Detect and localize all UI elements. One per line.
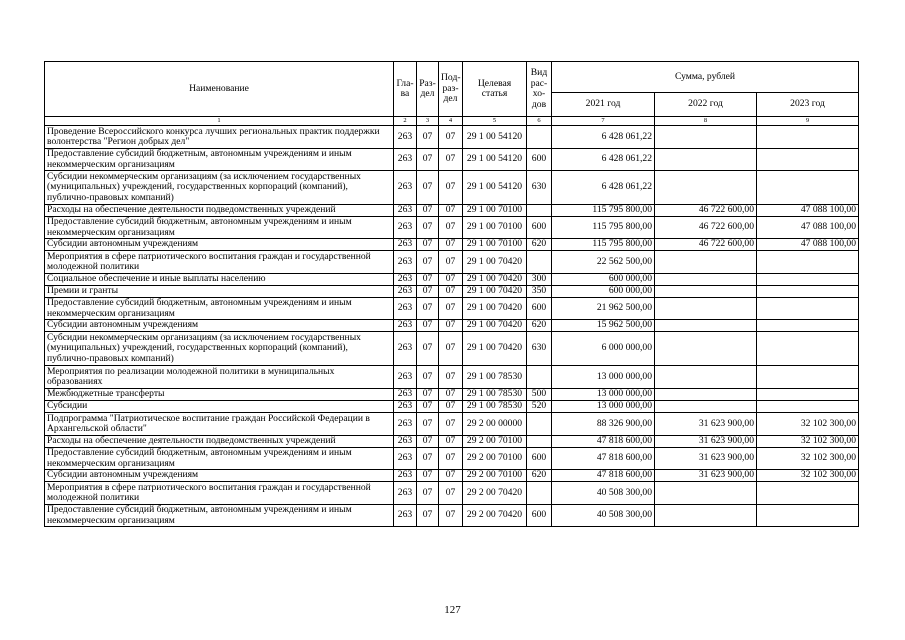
table-row (45, 251, 859, 274)
row-razdel: 07 (417, 389, 439, 401)
row-name: Субсидии автономным учреждениям (45, 470, 394, 482)
row-tselevaya: 29 1 00 78530 (463, 366, 527, 389)
row-sum-2023: 32 102 300,00 (757, 470, 859, 482)
row-podrazdel: 07 (439, 505, 463, 527)
row-vid: 300 (527, 274, 552, 286)
row-sum-2022 (655, 389, 757, 401)
row-tselevaya: 29 2 00 00000 (463, 413, 527, 436)
row-razdel: 07 (417, 332, 439, 366)
row-sum-2022 (655, 332, 757, 366)
row-name: Предоставление субсидий бюджетным, автономным учреждениям и иным некоммерческим организациям (45, 217, 394, 239)
row-podrazdel: 07 (439, 171, 463, 205)
row-vid (527, 436, 552, 448)
row-sum-2021: 40 508 300,00 (552, 482, 655, 505)
row-tselevaya: 29 1 00 54120 (463, 149, 527, 171)
row-sum-2022 (655, 505, 757, 527)
row-sum-2023 (757, 286, 859, 298)
row-tselevaya: 29 1 00 70420 (463, 298, 527, 320)
row-sum-2021: 47 818 600,00 (552, 436, 655, 448)
row-sum-2022 (655, 126, 757, 149)
column-number: 6 (527, 117, 552, 126)
column-number: 9 (757, 117, 859, 126)
row-sum-2023 (757, 320, 859, 332)
row-razdel: 07 (417, 505, 439, 527)
row-vid (527, 126, 552, 149)
row-tselevaya: 29 2 00 70420 (463, 482, 527, 505)
table-row (45, 448, 859, 470)
row-glava: 263 (394, 482, 417, 505)
header-name: Наименование (45, 62, 394, 117)
row-vid: 520 (527, 401, 552, 413)
row-razdel: 07 (417, 320, 439, 332)
row-sum-2023: 47 088 100,00 (757, 205, 859, 217)
row-razdel: 07 (417, 149, 439, 171)
table-row (45, 286, 859, 298)
row-name: Субсидии некоммерческим организациям (за исключением государственных (муниципальных) учреждений, государственных корпораций (компаний), публично-правовых компаний) (45, 332, 394, 366)
row-glava: 263 (394, 332, 417, 366)
row-sum-2021: 6 000 000,00 (552, 332, 655, 366)
row-tselevaya: 29 1 00 70100 (463, 217, 527, 239)
row-sum-2021: 600 000,00 (552, 274, 655, 286)
row-vid (527, 482, 552, 505)
header-razdel: Раз-дел (417, 62, 439, 117)
row-sum-2023 (757, 149, 859, 171)
row-sum-2023 (757, 482, 859, 505)
row-razdel: 07 (417, 274, 439, 286)
row-sum-2023: 32 102 300,00 (757, 413, 859, 436)
table-row (45, 320, 859, 332)
column-number: 1 (45, 117, 394, 126)
row-podrazdel: 07 (439, 320, 463, 332)
row-sum-2022: 31 623 900,00 (655, 470, 757, 482)
table-row (45, 470, 859, 482)
row-podrazdel: 07 (439, 239, 463, 251)
row-sum-2022 (655, 274, 757, 286)
row-name: Предоставление субсидий бюджетным, автономным учреждениям и иным некоммерческим организациям (45, 505, 394, 527)
row-glava: 263 (394, 436, 417, 448)
row-tselevaya: 29 1 00 70420 (463, 320, 527, 332)
row-tselevaya: 29 1 00 54120 (463, 171, 527, 205)
row-sum-2021: 15 962 500,00 (552, 320, 655, 332)
row-sum-2022 (655, 298, 757, 320)
table-row (45, 171, 859, 205)
row-name: Проведение Всероссийского конкурса лучших региональных практик поддержки волонтерства "Регион добрых дел" (45, 126, 394, 149)
row-razdel: 07 (417, 366, 439, 389)
row-sum-2021: 600 000,00 (552, 286, 655, 298)
row-glava: 263 (394, 171, 417, 205)
row-sum-2023 (757, 389, 859, 401)
column-number: 7 (552, 117, 655, 126)
row-tselevaya: 29 1 00 54120 (463, 126, 527, 149)
row-tselevaya: 29 1 00 78530 (463, 389, 527, 401)
row-name: Субсидии автономным учреждениям (45, 239, 394, 251)
row-tselevaya: 29 1 00 70100 (463, 239, 527, 251)
row-sum-2023 (757, 332, 859, 366)
row-name: Мероприятия в сфере патриотического воспитания граждан и государственной молодежной политики (45, 482, 394, 505)
row-name: Субсидии некоммерческим организациям (за исключением государственных (муниципальных) учреждений, государственных корпораций (компаний), публично-правовых компаний) (45, 171, 394, 205)
row-vid: 620 (527, 320, 552, 332)
table-row (45, 401, 859, 413)
row-tselevaya: 29 1 00 70420 (463, 251, 527, 274)
header-summa: Сумма, рублей (552, 62, 859, 93)
row-podrazdel: 07 (439, 205, 463, 217)
row-sum-2021: 6 428 061,22 (552, 126, 655, 149)
row-razdel: 07 (417, 436, 439, 448)
row-vid (527, 251, 552, 274)
row-vid: 600 (527, 298, 552, 320)
row-name: Премии и гранты (45, 286, 394, 298)
row-glava: 263 (394, 389, 417, 401)
row-sum-2022 (655, 366, 757, 389)
row-glava: 263 (394, 366, 417, 389)
row-glava: 263 (394, 217, 417, 239)
row-sum-2022: 31 623 900,00 (655, 436, 757, 448)
row-name: Предоставление субсидий бюджетным, автономным учреждениям и иным некоммерческим организациям (45, 298, 394, 320)
row-razdel: 07 (417, 413, 439, 436)
row-name: Субсидии (45, 401, 394, 413)
header-2023: 2023 год (757, 93, 859, 117)
row-sum-2021: 47 818 600,00 (552, 448, 655, 470)
row-sum-2022 (655, 482, 757, 505)
row-sum-2022 (655, 401, 757, 413)
row-name: Мероприятия в сфере патриотического воспитания граждан и государственной молодежной политики (45, 251, 394, 274)
row-name: Расходы на обеспечение деятельности подведомственных учреждений (45, 436, 394, 448)
row-sum-2023: 47 088 100,00 (757, 217, 859, 239)
row-razdel: 07 (417, 482, 439, 505)
row-vid: 500 (527, 389, 552, 401)
row-sum-2023: 32 102 300,00 (757, 448, 859, 470)
row-sum-2021: 6 428 061,22 (552, 171, 655, 205)
table-row (45, 413, 859, 436)
row-podrazdel: 07 (439, 482, 463, 505)
row-sum-2023 (757, 274, 859, 286)
row-sum-2022 (655, 320, 757, 332)
row-sum-2022: 31 623 900,00 (655, 448, 757, 470)
row-vid (527, 205, 552, 217)
row-vid: 600 (527, 505, 552, 527)
header-2021: 2021 год (552, 93, 655, 117)
page-number: 127 (444, 604, 461, 616)
row-sum-2023 (757, 401, 859, 413)
row-tselevaya: 29 1 00 70420 (463, 286, 527, 298)
row-podrazdel: 07 (439, 251, 463, 274)
row-glava: 263 (394, 298, 417, 320)
row-vid (527, 366, 552, 389)
row-name: Субсидии автономным учреждениям (45, 320, 394, 332)
row-sum-2023 (757, 298, 859, 320)
table-row (45, 505, 859, 527)
table-row (45, 389, 859, 401)
row-glava: 263 (394, 149, 417, 171)
row-vid (527, 413, 552, 436)
row-tselevaya: 29 1 00 78530 (463, 401, 527, 413)
row-name: Межбюджетные трансферты (45, 389, 394, 401)
row-podrazdel: 07 (439, 274, 463, 286)
row-glava: 263 (394, 286, 417, 298)
row-sum-2022: 46 722 600,00 (655, 217, 757, 239)
row-podrazdel: 07 (439, 470, 463, 482)
row-sum-2021: 13 000 000,00 (552, 366, 655, 389)
row-sum-2021: 13 000 000,00 (552, 401, 655, 413)
row-razdel: 07 (417, 298, 439, 320)
row-sum-2022: 31 623 900,00 (655, 413, 757, 436)
column-number: 8 (655, 117, 757, 126)
header-glava: Гла-ва (394, 62, 417, 117)
row-sum-2021: 21 962 500,00 (552, 298, 655, 320)
row-vid: 620 (527, 470, 552, 482)
table-row (45, 239, 859, 251)
row-sum-2022: 46 722 600,00 (655, 239, 757, 251)
row-vid: 600 (527, 149, 552, 171)
row-sum-2021: 6 428 061,22 (552, 149, 655, 171)
row-podrazdel: 07 (439, 448, 463, 470)
table-row (45, 436, 859, 448)
row-sum-2021: 40 508 300,00 (552, 505, 655, 527)
row-sum-2022 (655, 171, 757, 205)
table-row (45, 482, 859, 505)
row-razdel: 07 (417, 470, 439, 482)
row-podrazdel: 07 (439, 413, 463, 436)
row-sum-2021: 115 795 800,00 (552, 217, 655, 239)
row-sum-2023 (757, 366, 859, 389)
row-podrazdel: 07 (439, 217, 463, 239)
row-tselevaya: 29 1 00 70420 (463, 332, 527, 366)
row-tselevaya: 29 1 00 70420 (463, 274, 527, 286)
column-number: 3 (417, 117, 439, 126)
row-vid: 620 (527, 239, 552, 251)
row-podrazdel: 07 (439, 366, 463, 389)
row-vid: 350 (527, 286, 552, 298)
row-tselevaya: 29 2 00 70100 (463, 436, 527, 448)
row-glava: 263 (394, 126, 417, 149)
table-row (45, 298, 859, 320)
row-sum-2023 (757, 171, 859, 205)
row-glava: 263 (394, 239, 417, 251)
row-razdel: 07 (417, 171, 439, 205)
row-sum-2023 (757, 126, 859, 149)
row-sum-2023 (757, 505, 859, 527)
row-glava: 263 (394, 505, 417, 527)
row-sum-2021: 22 562 500,00 (552, 251, 655, 274)
row-sum-2021: 115 795 800,00 (552, 239, 655, 251)
table-body (45, 126, 859, 527)
row-glava: 263 (394, 448, 417, 470)
header-tselevaya: Целевая статья (463, 62, 527, 117)
row-vid: 630 (527, 332, 552, 366)
row-glava: 263 (394, 274, 417, 286)
header-podrazdel: Под-раз-дел (439, 62, 463, 117)
row-name: Подпрограмма "Патриотическое воспитание граждан Российской Федерации в Архангельской области" (45, 413, 394, 436)
row-glava: 263 (394, 251, 417, 274)
row-glava: 263 (394, 205, 417, 217)
row-sum-2021: 115 795 800,00 (552, 205, 655, 217)
row-tselevaya: 29 1 00 70100 (463, 205, 527, 217)
row-tselevaya: 29 2 00 70100 (463, 470, 527, 482)
row-razdel: 07 (417, 286, 439, 298)
table-row (45, 126, 859, 149)
row-razdel: 07 (417, 205, 439, 217)
row-razdel: 07 (417, 126, 439, 149)
row-podrazdel: 07 (439, 149, 463, 171)
row-sum-2022 (655, 251, 757, 274)
row-tselevaya: 29 2 00 70420 (463, 505, 527, 527)
row-podrazdel: 07 (439, 126, 463, 149)
column-number-row (45, 117, 859, 126)
row-sum-2023: 47 088 100,00 (757, 239, 859, 251)
row-tselevaya: 29 2 00 70100 (463, 448, 527, 470)
row-name: Социальное обеспечение и иные выплаты населению (45, 274, 394, 286)
table-row (45, 274, 859, 286)
row-sum-2022: 46 722 600,00 (655, 205, 757, 217)
row-podrazdel: 07 (439, 436, 463, 448)
row-sum-2021: 88 326 900,00 (552, 413, 655, 436)
row-glava: 263 (394, 413, 417, 436)
row-razdel: 07 (417, 239, 439, 251)
table-row (45, 205, 859, 217)
row-name: Предоставление субсидий бюджетным, автономным учреждениям и иным некоммерческим организациям (45, 448, 394, 470)
row-sum-2023: 32 102 300,00 (757, 436, 859, 448)
row-razdel: 07 (417, 217, 439, 239)
row-vid: 600 (527, 217, 552, 239)
row-sum-2023 (757, 251, 859, 274)
row-podrazdel: 07 (439, 389, 463, 401)
row-name: Мероприятия по реализации молодежной политики в муниципальных образованиях (45, 366, 394, 389)
table-row (45, 217, 859, 239)
budget-table (44, 61, 859, 527)
row-glava: 263 (394, 401, 417, 413)
row-sum-2021: 47 818 600,00 (552, 470, 655, 482)
row-glava: 263 (394, 320, 417, 332)
row-razdel: 07 (417, 448, 439, 470)
row-sum-2022 (655, 286, 757, 298)
row-podrazdel: 07 (439, 286, 463, 298)
header-vid: Вид рас-хо-дов (527, 62, 552, 117)
row-name: Предоставление субсидий бюджетным, автономным учреждениям и иным некоммерческим организациям (45, 149, 394, 171)
column-number: 5 (463, 117, 527, 126)
row-podrazdel: 07 (439, 401, 463, 413)
row-name: Расходы на обеспечение деятельности подведомственных учреждений (45, 205, 394, 217)
column-number: 4 (439, 117, 463, 126)
row-vid: 600 (527, 448, 552, 470)
row-podrazdel: 07 (439, 332, 463, 366)
row-razdel: 07 (417, 401, 439, 413)
row-glava: 263 (394, 470, 417, 482)
row-podrazdel: 07 (439, 298, 463, 320)
table-row (45, 366, 859, 389)
row-sum-2022 (655, 149, 757, 171)
row-sum-2021: 13 000 000,00 (552, 389, 655, 401)
row-vid: 630 (527, 171, 552, 205)
header-2022: 2022 год (655, 93, 757, 117)
table-row (45, 332, 859, 366)
column-number: 2 (394, 117, 417, 126)
row-razdel: 07 (417, 251, 439, 274)
table-row (45, 149, 859, 171)
